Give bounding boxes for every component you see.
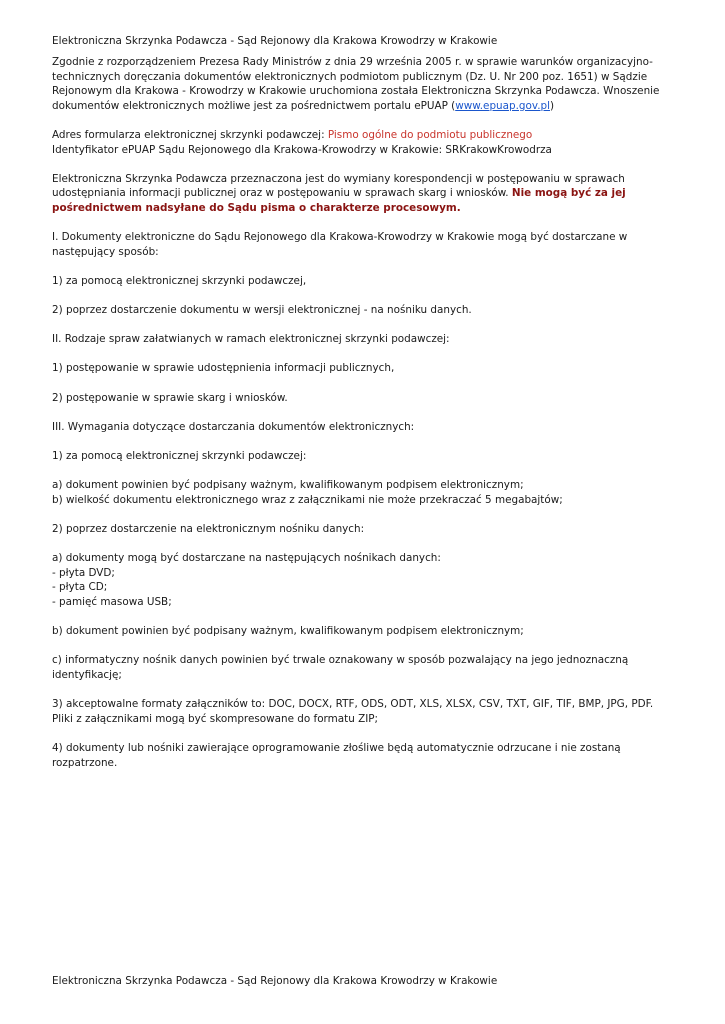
media-cd: - płyta CD;: [52, 581, 108, 594]
section-2-title: II. Rodzaje spraw załatwianych w ramach elektronicznej skrzynki podawczej:: [52, 333, 450, 346]
section-1-item-1: 1) za pomocą elektronicznej skrzynki podawczej,: [52, 274, 307, 287]
section-3-item-4: 4) dokumenty lub nośniki zawierające oprogramowanie złośliwe będą automatycznie odrzucane i nie zostaną rozpatrzone.: [52, 741, 621, 769]
section-1-title: I. Dokumenty elektroniczne do Sądu Rejonowego dla Krakowa-Krowodrzy w Krakowie mogą być dostarczane w następujący sposób:: [52, 231, 628, 258]
section-3-title: III. Wymagania dotyczące dostarczania dokumentów elektronicznych:: [52, 420, 415, 433]
section-1-item-2: 2) poprzez dostarczenie dokumentu w wersji elektronicznej - na nośniku danych.: [52, 304, 472, 317]
page-footer: Elektroniczna Skrzynka Podawcza - Sąd Rejonowy dla Krakowa Krowodrzy w Krakowie: [52, 975, 498, 987]
purpose-paragraph: [52, 172, 677, 216]
epuap-link[interactable]: www.epuap.gov.pl: [455, 99, 550, 112]
media-usb: - pamięć masowa USB;: [52, 595, 172, 608]
section-2-item-2: 2) postępowanie w sprawie skarg i wniosków.: [52, 391, 288, 404]
section-3-item-2-media: [52, 551, 677, 609]
address-label: Adres formularza elektronicznej skrzynki podawczej:: [52, 128, 328, 141]
section-3-item-1: 1) za pomocą elektronicznej skrzynki podawczej:: [52, 450, 307, 463]
intro-paragraph: [52, 55, 677, 113]
section-3-item-2: 2) poprzez dostarczenie na elektronicznym nośniku danych:: [52, 523, 365, 535]
address-value: Pismo ogólne do podmiotu publicznego: [327, 128, 533, 141]
media-dvd: - płyta DVD;: [52, 566, 115, 579]
address-paragraph: [52, 128, 677, 143]
section-3-item-2-a: a) dokumenty mogą być dostarczane na następujących nośnikach danych:: [52, 552, 441, 565]
document-body: [52, 55, 677, 785]
section-3-item-1-requirements: [52, 478, 677, 507]
page-header: Elektroniczna Skrzynka Podawcza - Sąd Rejonowy dla Krakowa Krowodrzy w Krakowie: [52, 35, 498, 47]
section-3-item-2-b: b) dokument powinien być podpisany ważnym, kwalifikowanym podpisem elektronicznym;: [52, 625, 524, 638]
purpose-warning: Nie mogą być za jej pośrednictwem nadsyłane do Sądu pisma o charakterze procesowym.: [52, 187, 626, 214]
purpose-text: Elektroniczna Skrzynka Podawcza przeznaczona jest do wymiany korespondencji w postępowaniu w sprawach udostępniania informacji publicznej oraz w postępowaniu w sprawach skarg i wniosków.: [52, 172, 625, 200]
section-3-item-1-b: b) wielkość dokumentu elektronicznego wraz z załącznikami nie może przekraczać 5 megabajtów;: [52, 493, 563, 506]
section-3-item-2-c: c) informatyczny nośnik danych powinien być trwale oznakowany w sposób pozwalający na jego jednoznaczną identyfikację;: [52, 654, 629, 681]
intro-text: Zgodnie z rozporządzeniem Prezesa Rady Ministrów z dnia 29 września 2005 r. w sprawie warunków organizacyjno-technicznych doręczania dokumentów elektronicznych podmiotom publicznym (Dz. U. Nr 200 poz. 1651) w Sądzie Rejonowym dla Krakowa - Krowodrzy w Krakowie uruchomiona została Elektroniczna Skrzynka Podawcza. Wnoszenie dokumentów elektronicznych możliwe jest za pośrednictwem portalu ePUAP (: [52, 56, 660, 112]
section-2-item-1: 1) postępowanie w sprawie udostępnienia informacji publicznych,: [52, 362, 395, 375]
identifier-paragraph: Identyfikator ePUAP Sądu Rejonowego dla Krakowa-Krowodrzy w Krakowie: SRKrakowKrowodrza: [52, 143, 552, 156]
intro-after: ): [549, 99, 555, 112]
section-3-item-3: 3) akceptowalne formaty załączników to: DOC, DOCX, RTF, ODS, ODT, XLS, XLSX, CSV, TXT, GIF, TIF, BMP, JPG, PDF. Pliki z załącznikami mogą być skompresowane do formatu ZIP;: [52, 698, 654, 725]
section-3-item-1-a: a) dokument powinien być podpisany ważnym, kwalifikowanym podpisem elektronicznym;: [52, 479, 524, 492]
